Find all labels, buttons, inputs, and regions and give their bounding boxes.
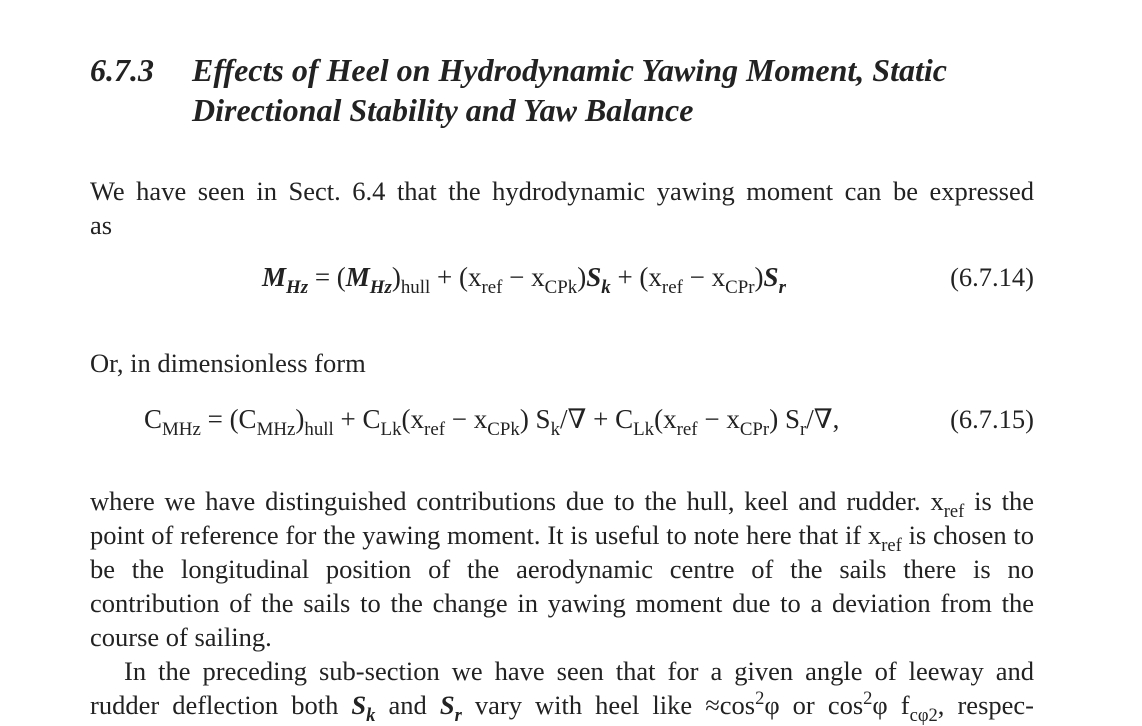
equation-6-7-14: $M_{Hz} = (M_{Hz})_{hull} + (x_{ref} - x_{CPk})S_k + (x_{ref} - x_{CPr})S_r$ — [262, 262, 786, 299]
p4-text-a: In the preceding sub-section we have seen that for a given angle of leeway and rudder deflection both — [90, 656, 1034, 720]
p4-sub-f: cφ2 — [909, 705, 938, 726]
dimensionless-intro: Or, in dimensionless form — [90, 348, 366, 378]
section-title: Effects of Heel on Hydrodynamic Yawing Moment, Static Directional Stability and Yaw Balance — [192, 52, 947, 128]
p4-text-c: φ or cos — [764, 690, 864, 720]
equation-number-6-7-14: (6.7.14) — [950, 262, 1034, 292]
p3-sub-a: ref — [943, 501, 965, 523]
p4-text-d: φ f — [872, 690, 910, 720]
p3-text-a: where we have distinguished contributions due to the hull, keel and rudder. x — [90, 486, 944, 516]
heel-paragraph — [90, 654, 1034, 726]
p4-sk: S — [351, 690, 367, 720]
p4-sup-2: 2 — [863, 687, 873, 709]
p4-sr-sub: r — [454, 705, 462, 726]
p3-text-b: is the point of reference for the yawing moment. It is useful to note here that if x — [90, 486, 1034, 550]
p3-sub-b: ref — [881, 535, 902, 557]
equation-number-6-7-15: (6.7.15) — [950, 404, 1034, 434]
p4-sk-sub: k — [366, 705, 376, 726]
p4-text-e: , respec- — [937, 690, 1034, 720]
p4-sup-1: 2 — [755, 687, 765, 709]
equation-6-7-15: $C_{MHz} = (C_{MHz})_{hull} + C_{Lk}(x_{ref} - x_{CPk}) S_k/\nabla + C_{Lk}(x_{ref} - x_{CPr})$ $S_r/\nabla$, — [144, 404, 840, 441]
intro-paragraph — [90, 174, 1034, 242]
intro-line-2: as — [90, 210, 113, 240]
contributions-paragraph — [90, 484, 1034, 654]
intro-line-1: We have seen in Sect. 6.4 that the hydrodynamic yawing moment can be expressed — [90, 176, 1034, 206]
p3-text-c: is chosen to be the longitudinal position of the aerodynamic centre of the sails there is no contribution of the sails to the change in yawing moment due to a deviation from the course of sailing. — [90, 520, 1034, 652]
p4-text-b: vary with heel like ≈cos — [461, 690, 756, 720]
p4-sr: S — [439, 690, 455, 720]
section-number: 6.7.3 — [90, 52, 154, 88]
p4-and: and — [375, 690, 440, 720]
